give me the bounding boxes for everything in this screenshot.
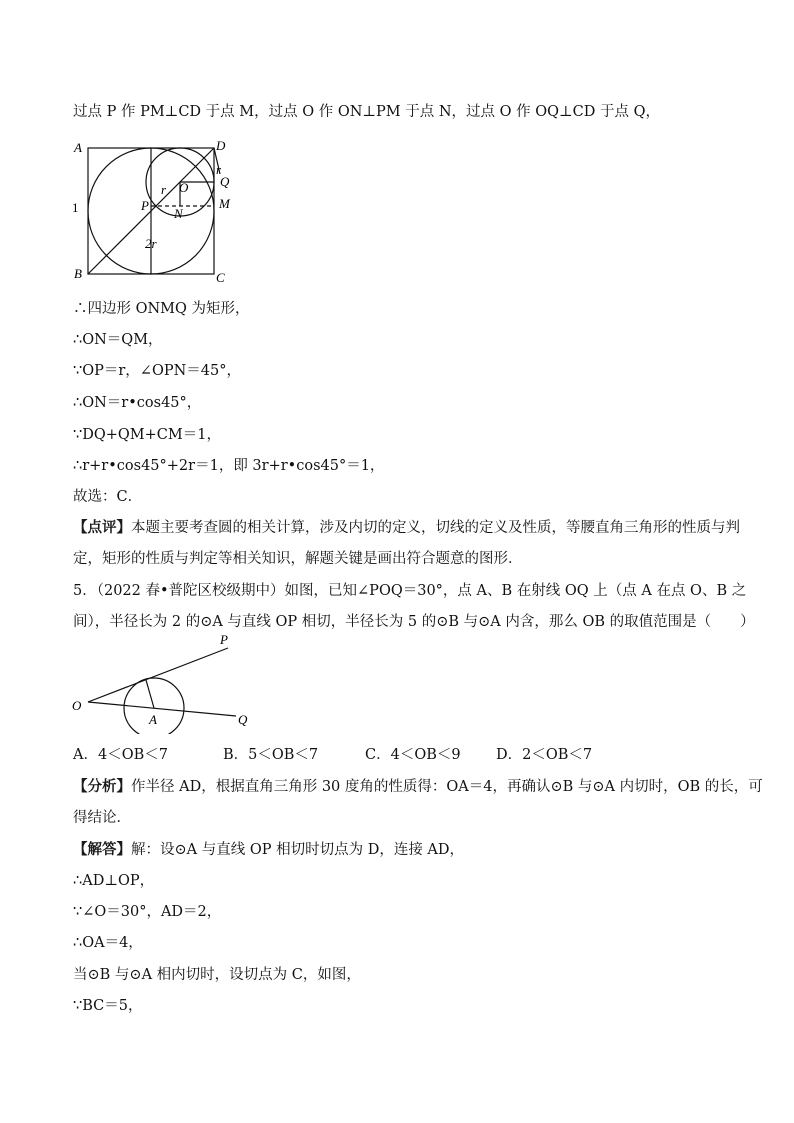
text-line: ∵∠O＝30°，AD＝2，: [73, 904, 222, 920]
ray-oq: [88, 702, 236, 716]
text-line: ∵BC＝5，: [73, 998, 143, 1014]
label-N: N: [174, 206, 183, 221]
label-D: D: [216, 138, 226, 153]
analysis-text: 作半径 AD，根据直角三角形 30 度角的性质得：OA＝4，再确认⊙B 与⊙A 内切时，OB 的长，可: [131, 779, 763, 795]
text-line: 得结论．: [73, 810, 131, 826]
label-one: 1: [72, 200, 79, 215]
text-line: 故选：C．: [73, 489, 143, 505]
commentary-line: [73, 518, 740, 538]
geometry-figure-angle-circle: [68, 632, 268, 734]
option-c[interactable]: C．4＜OB＜9: [365, 747, 461, 763]
solution-text: 解：设⊙A 与直线 OP 相切时切点为 D，连接 AD，: [131, 842, 465, 858]
label-2r: 2r: [145, 236, 157, 251]
question-line: 5．（2022 春•普陀区校级期中）如图，已知∠POQ＝30°，点 A、B 在射线 OQ 上（点 A 在点 O、B 之: [73, 583, 747, 599]
solution-tag: 【解答】: [73, 841, 131, 858]
text-line: ∴ON＝r•cos45°，: [73, 395, 202, 411]
label-B: B: [74, 266, 82, 281]
label-P2: P: [220, 632, 228, 647]
label-A2: A: [149, 712, 157, 727]
option-b[interactable]: B．5＜OB＜7: [223, 747, 319, 763]
text-line: 定，矩形的性质与判定等相关知识，解题关键是画出符合题意的图形．: [73, 551, 523, 567]
commentary-text: 本题主要考查圆的相关计算，涉及内切的定义，切线的定义及性质，等腰直角三角形的性质与判: [131, 520, 740, 536]
option-d[interactable]: D．2＜OB＜7: [496, 747, 593, 763]
text-line: ∵DQ+QM+CM＝1，: [73, 427, 221, 443]
label-r-mid: r: [161, 182, 167, 197]
question-line: 间），半径长为 2 的⊙A 与直线 OP 相切，半径长为 5 的⊙B 与⊙A 内含，那么 OB 的取值范围是（ ）: [73, 614, 755, 630]
solution-line: [73, 840, 464, 860]
label-Q: Q: [220, 174, 230, 189]
analysis-tag: 【分析】: [73, 778, 131, 795]
label-C: C: [216, 270, 225, 285]
text-line: 当⊙B 与⊙A 相内切时，设切点为 C，如图，: [73, 967, 361, 983]
label-r-top: r: [216, 162, 222, 177]
text-line: ∴ON＝QM，: [73, 332, 163, 348]
geometry-figure-square-circles: [68, 134, 248, 286]
label-Q2: Q: [238, 712, 248, 727]
label-O2: O: [72, 698, 82, 713]
text-line: ∴四边形 ONMQ 为矩形，: [73, 301, 250, 317]
commentary-tag: 【点评】: [73, 519, 131, 536]
text-line: ∴OA＝4，: [73, 935, 143, 951]
label-A: A: [74, 140, 82, 155]
label-M: M: [219, 196, 230, 211]
text-line: ∵OP＝r，∠OPN＝45°，: [73, 363, 241, 379]
analysis-line: [73, 777, 763, 797]
text-line: 过点 P 作 PM⊥CD 于点 M，过点 O 作 ON⊥PM 于点 N，过点 O 作 OQ⊥CD 于点 Q，: [73, 104, 660, 120]
option-a[interactable]: A．4＜OB＜7: [73, 747, 168, 763]
text-line: ∴AD⊥OP，: [73, 873, 155, 889]
ray-op: [88, 648, 228, 702]
label-O: O: [179, 180, 189, 195]
label-P: P: [141, 198, 149, 213]
radius-ad: [146, 680, 154, 708]
text-line: ∴r+r•cos45°+2r＝1，即 3r+r•cos45°＝1，: [73, 458, 385, 474]
